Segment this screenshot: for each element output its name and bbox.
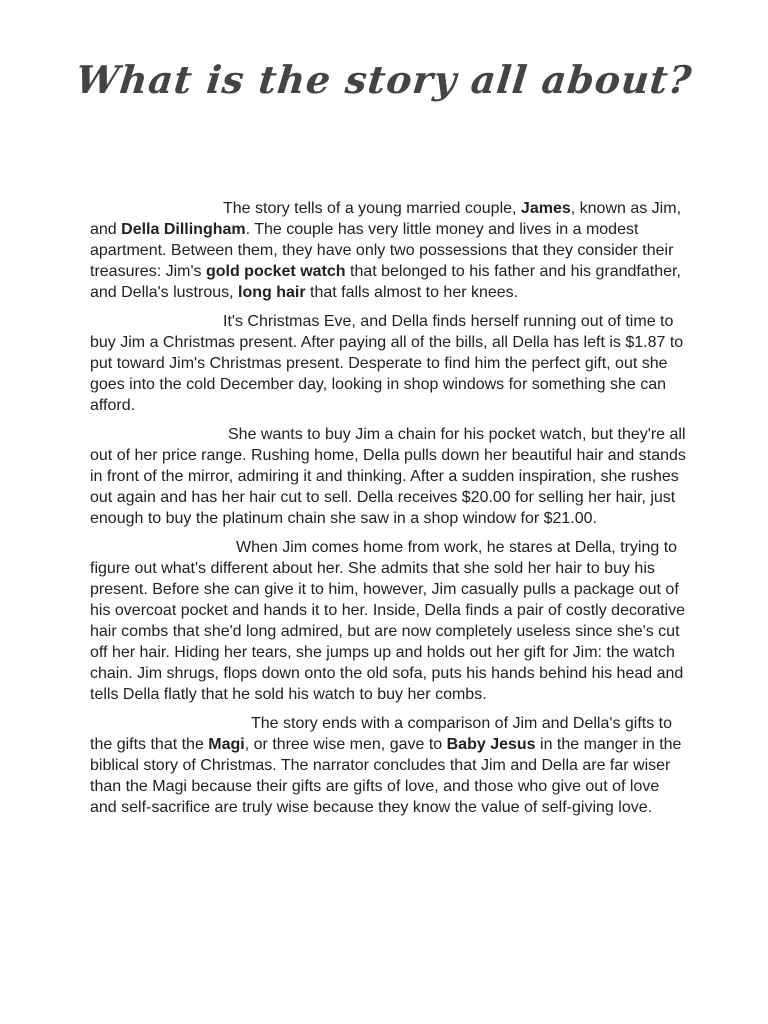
paragraph-text: She wants to buy Jim a chain for his pocket watch, but they're all out of her price range. Rushing home, Della pulls down her beautiful hair and stands in front of the mirror, admiring it and thinking. After a sudden inspiration, she rushes out again and has her hair cut to sell. Della receives $20.00 for selling her hair, just enough to buy the platinum chain she saw in a shop window for $21.00.: [90, 426, 686, 527]
bold-term-della-dillingham: Della Dillingham: [121, 221, 246, 238]
page-title: What is the story all about?: [73, 57, 695, 102]
paragraph-text: The story ends with a comparison of Jim and Della's gifts to the gifts that the: [90, 715, 673, 753]
bold-term-long-hair: long hair: [238, 284, 306, 301]
paragraph-text: When Jim comes home from work, he stares at Della, trying to figure out what's different about her. She admits that she sold her hair to buy his present. Before she can give it to him, however, Jim casually pulls a package out of his overcoat pocket and hands it to her. Inside, Della finds a pair of costly decorative hair combs that she'd long admired, but are now completely useless since she's cut off her hair. Hiding her tears, she jumps up and holds out her gift for Jim: the watch chain. Jim shrugs, flops down onto the old sofa, puts his hands behind his head and tells Della flatly that he sold his watch to buy her combs.: [90, 539, 685, 703]
paragraph-3: [90, 424, 690, 529]
paragraph-text: It's Christmas Eve, and Della finds herself running out of time to buy Jim a Christmas present. After paying all of the bills, all Della has left is $1.87 to put toward Jim's Christmas present. Desperate to find him the perfect gift, out she goes into the cold December day, looking in shop windows for something she can afford.: [90, 313, 684, 414]
paragraph-text: that falls almost to her knees.: [305, 284, 519, 301]
paragraph-1: [90, 198, 690, 303]
paragraph-5: [90, 713, 690, 818]
bold-term-gold-pocket-watch: gold pocket watch: [205, 263, 346, 280]
story-body: [90, 198, 690, 826]
paragraph-text: . The couple has very little money and lives in a modest apartment. Between them, they have only two possessions that they consider their treasures: Jim's: [90, 221, 674, 280]
paragraph-text: , known as Jim, and: [90, 200, 682, 238]
bold-term-james: James: [520, 200, 571, 217]
bold-term-magi: Magi: [208, 736, 245, 753]
paragraph-4: [90, 537, 690, 705]
paragraph-text: that belonged to his father and his grandfather, and Della's lustrous,: [90, 263, 681, 301]
paragraph-text: The story tells of a young married couple,: [223, 200, 521, 217]
bold-term-baby-jesus: Baby Jesus: [446, 736, 536, 753]
paragraph-text: , or three wise men, gave to: [244, 736, 447, 753]
paragraph-text: in the manger in the biblical story of Christmas. The narrator concludes that Jim and Della are far wiser than the Magi because their gifts are gifts of love, and those who give out of love and self-sacrifice are truly wise because they know the value of self-giving love.: [90, 736, 682, 816]
paragraph-2: [90, 311, 690, 416]
